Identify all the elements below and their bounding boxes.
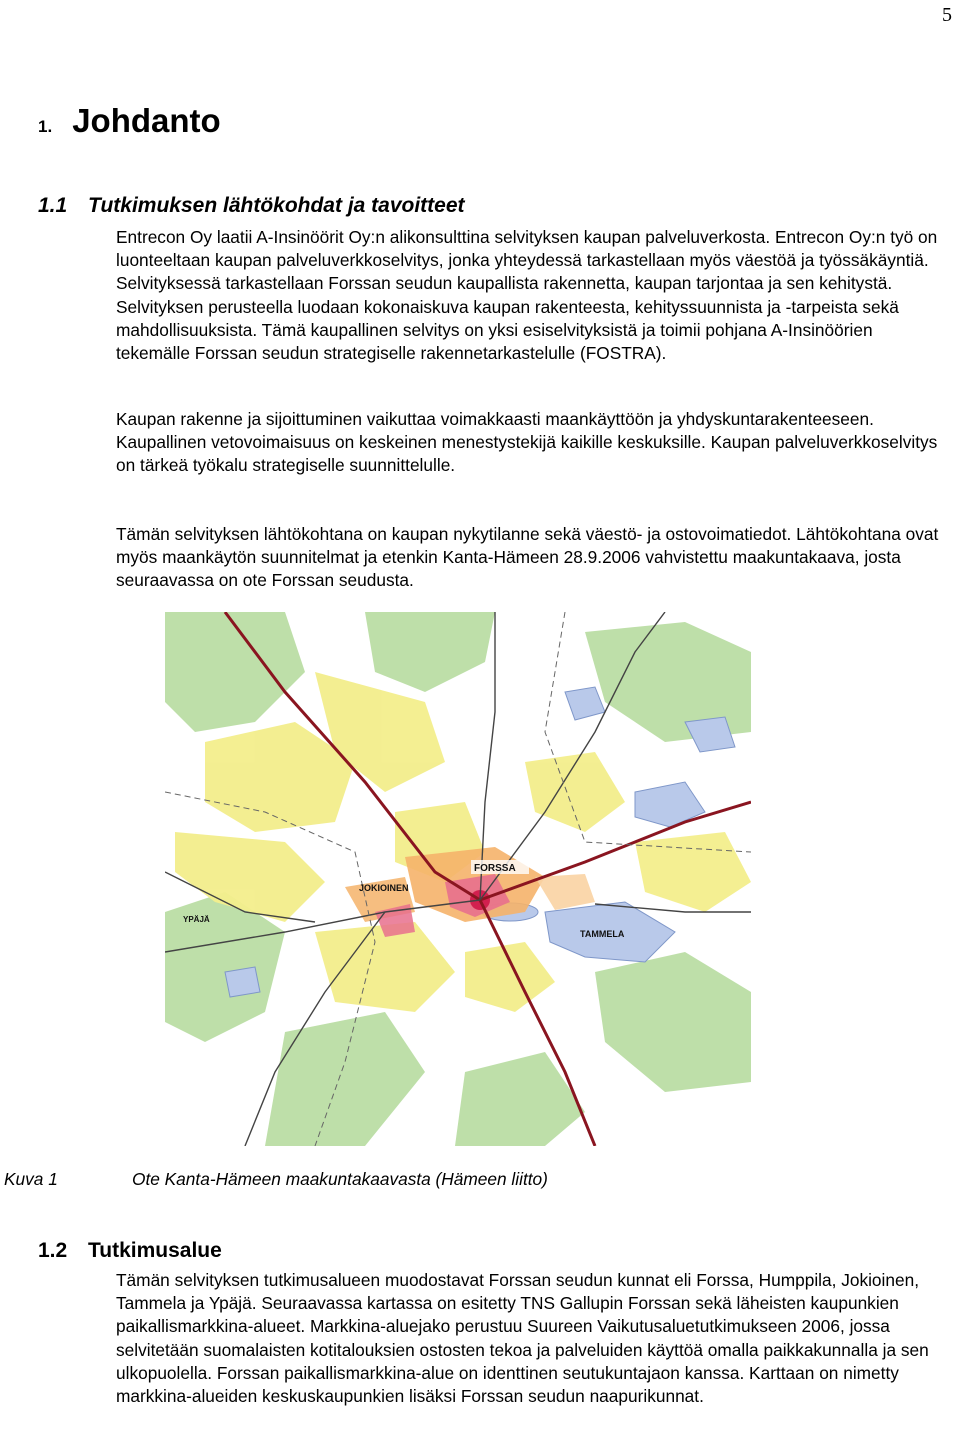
section2-paragraph-1: Tämän selvityksen tutkimusalueen muodostavat Forssan seudun kunnat eli Forssa, Humppila, Jokioinen, Tammela ja Ypäjä. Seuraavassa kartassa on esitetty TNS Gallupin Forssan sekä läheisten kaupunkien paikallismarkkina-alueet. Markkina-aluejako perustuu Suureen Vaikutusaluetutkimukseen 2006, jossa selvitetään suomalaisten kotitalouksien ostosten tekoa ja palveluiden käyttöä omalla paikkakunnalla ja sen ulkopuolella. Forssan paikallismarkkina-alue on identtinen seutukuntajaon kanssa. Karttaan on nimetty markkina-alueiden keskuskaupunkien lisäksi Forssan seudun naapurikunnat. — [116, 1270, 929, 1407]
chapter-title: Johdanto — [72, 102, 221, 139]
section-number: 1.1 — [38, 194, 68, 217]
section1-paragraph-3: Tämän selvityksen lähtökohtana on kaupan nykytilanne sekä väestö- ja ostovoimatiedot. Lähtökohtana ovat myös maankäytön suunnitelmat ja etenkin Kanta-Hämeen 28.9.2006 vahvistettu maakuntakaava, josta seuraavassa on ote Forssan seudusta. — [116, 524, 939, 591]
section-title: Tutkimuksen lähtökohdat ja tavoitteet — [88, 194, 465, 217]
map-graphic — [165, 612, 751, 1146]
regional-plan-map — [165, 612, 751, 1146]
page-number: 5 — [942, 4, 952, 26]
section-title: Tutkimusalue — [88, 1239, 222, 1262]
map-label-ypaja: YPÄJÄ — [183, 915, 210, 924]
caption-label: Kuva 1 — [4, 1169, 58, 1189]
section-heading-1-1 — [38, 193, 465, 219]
section1-paragraph-2: Kaupan rakenne ja sijoittuminen vaikuttaa voimakkaasti maankäyttöön ja yhdyskuntarakenteeseen. Kaupallinen vetovoimaisuus on keskeinen menestystekijä kaikille keskuksille. Kaupan palveluverkkoselvitys on tärkeä työkalu strategiselle suunnittelulle. — [116, 409, 938, 476]
section1-paragraph-1: Entrecon Oy laatii A-Insinöörit Oy:n alikonsulttina selvityksen kaupan palveluverkosta. Entrecon Oy:n työ on luonteeltaan kaupan palveluverkkoselvitys, jonka yhteydessä tarkastellaan myös väestöä ja työssäkäyntiä. Selvityksessä tarkastellaan Forssan seudun kaupallista rakennetta, kaupan tarjontaa ja sen kehitystä. Selvityksen perusteella luodaan kokonaiskuva kaupan rakenteesta, kehityssuunnista ja -tarpeista sekä mahdollisuuksista. Tämä kaupallinen selvitys on yksi esiselvityksistä ja toimii pohjana A-Insinöörien tekemälle Forssan seudun strategiselle rakennetarkastelulle (FOSTRA). — [116, 227, 938, 364]
map-label-jokioinen: JOKIOINEN — [359, 883, 409, 893]
section-number: 1.2 — [38, 1239, 68, 1262]
figure-caption — [4, 1168, 548, 1191]
map-label-forssa: FORSSA — [474, 863, 516, 874]
chapter-number: 1. — [38, 117, 53, 136]
map-label-tammela: TAMMELA — [580, 929, 625, 939]
caption-text: Ote Kanta-Hämeen maakuntakaavasta (Hämeen liitto) — [132, 1169, 548, 1189]
section-heading-1-2 — [38, 1238, 222, 1264]
chapter-heading — [38, 100, 221, 148]
